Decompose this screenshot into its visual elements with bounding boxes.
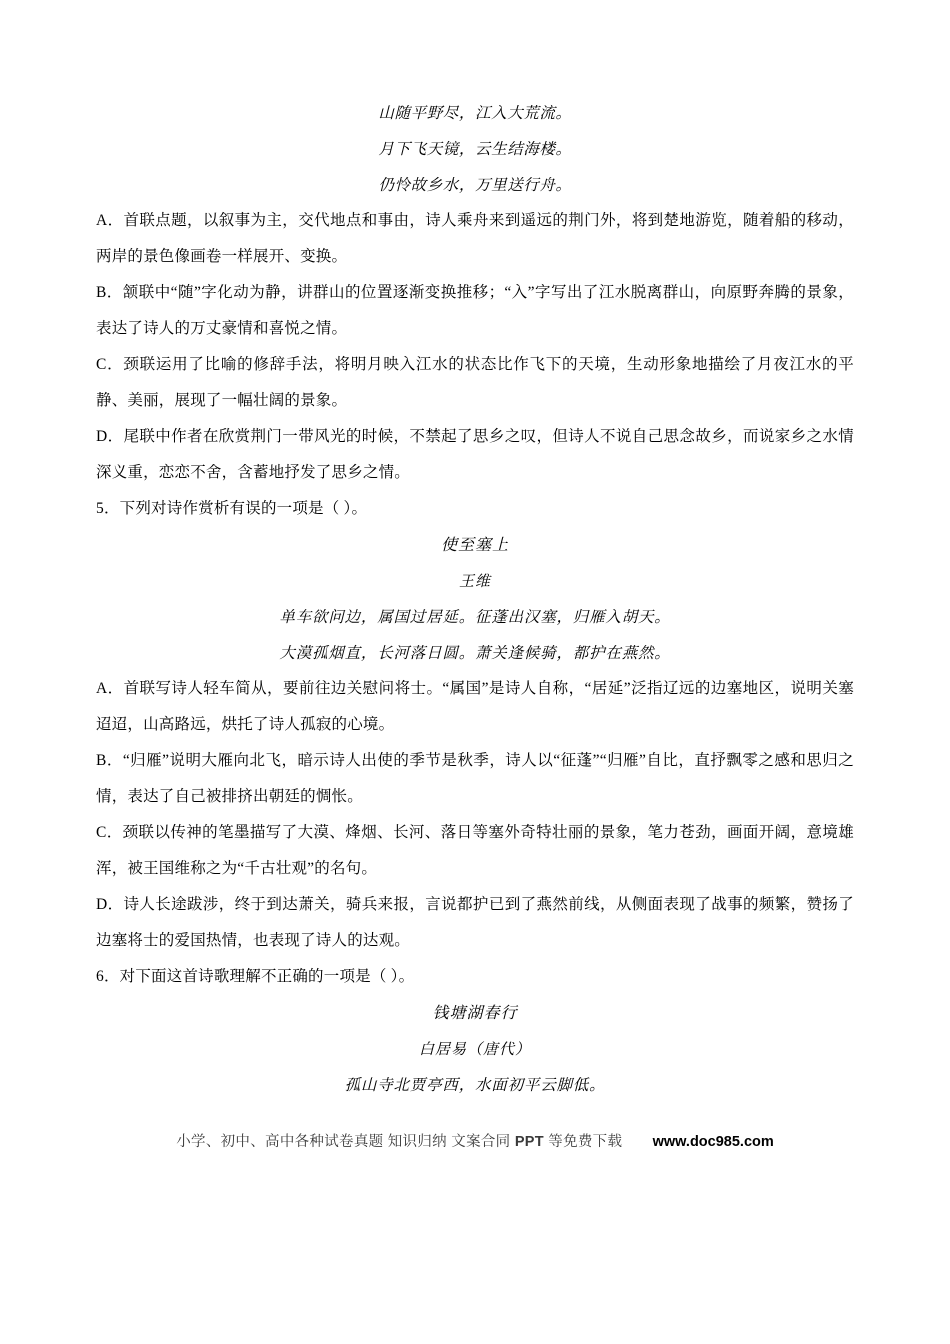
poem-block-q6 [96,995,854,1103]
poem-author: 白居易（唐代） [418,1040,531,1058]
option-b-q5: B．“归雁”说明大雁向北飞，暗示诗人出使的季节是秋季，诗人以“征蓬”“归雁”自比，直抒飘零之感和思归之情，表达了自己被排挤出朝廷的惆怅。 [96,752,854,805]
footer-ppt: PPT [514,1134,544,1150]
poem-line: 仍怜故乡水，万里送行舟。 [378,176,572,194]
poem-top-block [96,95,854,203]
option-d-q4: D．尾联中作者在欣赏荆门一带风光的时候，不禁起了思乡之叹，但诗人不说自己思念故乡，而说家乡之水情深义重，恋恋不舍，含蓄地抒发了思乡之情。 [96,428,854,481]
poem-title: 使至塞上 [440,535,509,554]
footer-text: 小学、初中、高中各种试卷真题 知识归纳 文案合同 [176,1134,511,1150]
option-b-q4: B．颔联中“随”字化动为静，讲群山的位置逐渐变换推移；“入”字写出了江水脱离群山，向原野奔腾的景象，表达了诗人的万丈豪情和喜悦之情。 [96,284,854,337]
footer-text-2: 等免费下载 [548,1134,623,1150]
poem-line: 单车欲问边，属国过居延。征蓬出汉塞，归雁入胡天。 [279,608,671,626]
option-d-q5: D．诗人长途跋涉，终于到达萧关，骑兵来报，言说都护已到了燕然前线，从侧面表现了战事的频繁，赞扬了边塞将士的爱国热情，也表现了诗人的达观。 [96,896,854,949]
question-5-stem: 5．下列对诗作赏析有误的一项是（ ）。 [96,500,368,517]
poem-block-q5 [96,527,854,671]
poem-line: 孤山寺北贾亭西，水面初平云脚低。 [344,1076,606,1094]
question-6-stem: 6．对下面这首诗歌理解不正确的一项是（ ）。 [96,968,415,985]
page-footer [0,1130,950,1151]
option-c-q5: C．颈联以传神的笔墨描写了大漠、烽烟、长河、落日等塞外奇特壮丽的景象，笔力苍劲，画面开阔，意境雄浑，被王国维称之为“千古壮观”的名句。 [96,824,854,877]
poem-line: 月下飞天镜，云生结海楼。 [378,140,572,158]
poem-author: 王维 [458,572,491,590]
poem-line: 大漠孤烟直，长河落日圆。萧关逢候骑，都护在燕然。 [279,644,671,662]
option-a-q5: A．首联写诗人轻车简从，要前往边关慰问将士。“属国”是诗人自称，“居延”泛指辽远的边塞地区，说明关塞迢迢，山高路远，烘托了诗人孤寂的心境。 [96,680,854,733]
option-a-q4: A．首联点题，以叙事为主，交代地点和事由，诗人乘舟来到遥远的荆门外，将到楚地游览，随着船的移动，两岸的景色像画卷一样展开、变换。 [96,212,854,265]
option-c-q4: C．颈联运用了比喻的修辞手法，将明月映入江水的状态比作飞下的天境，生动形象地描绘了月夜江水的平静、美丽，展现了一幅壮阔的景象。 [96,356,854,409]
poem-line: 山随平野尽，江入大荒流。 [378,104,572,122]
poem-title: 钱塘湖春行 [432,1003,518,1022]
footer-site-url: www.doc985.com [652,1134,774,1150]
